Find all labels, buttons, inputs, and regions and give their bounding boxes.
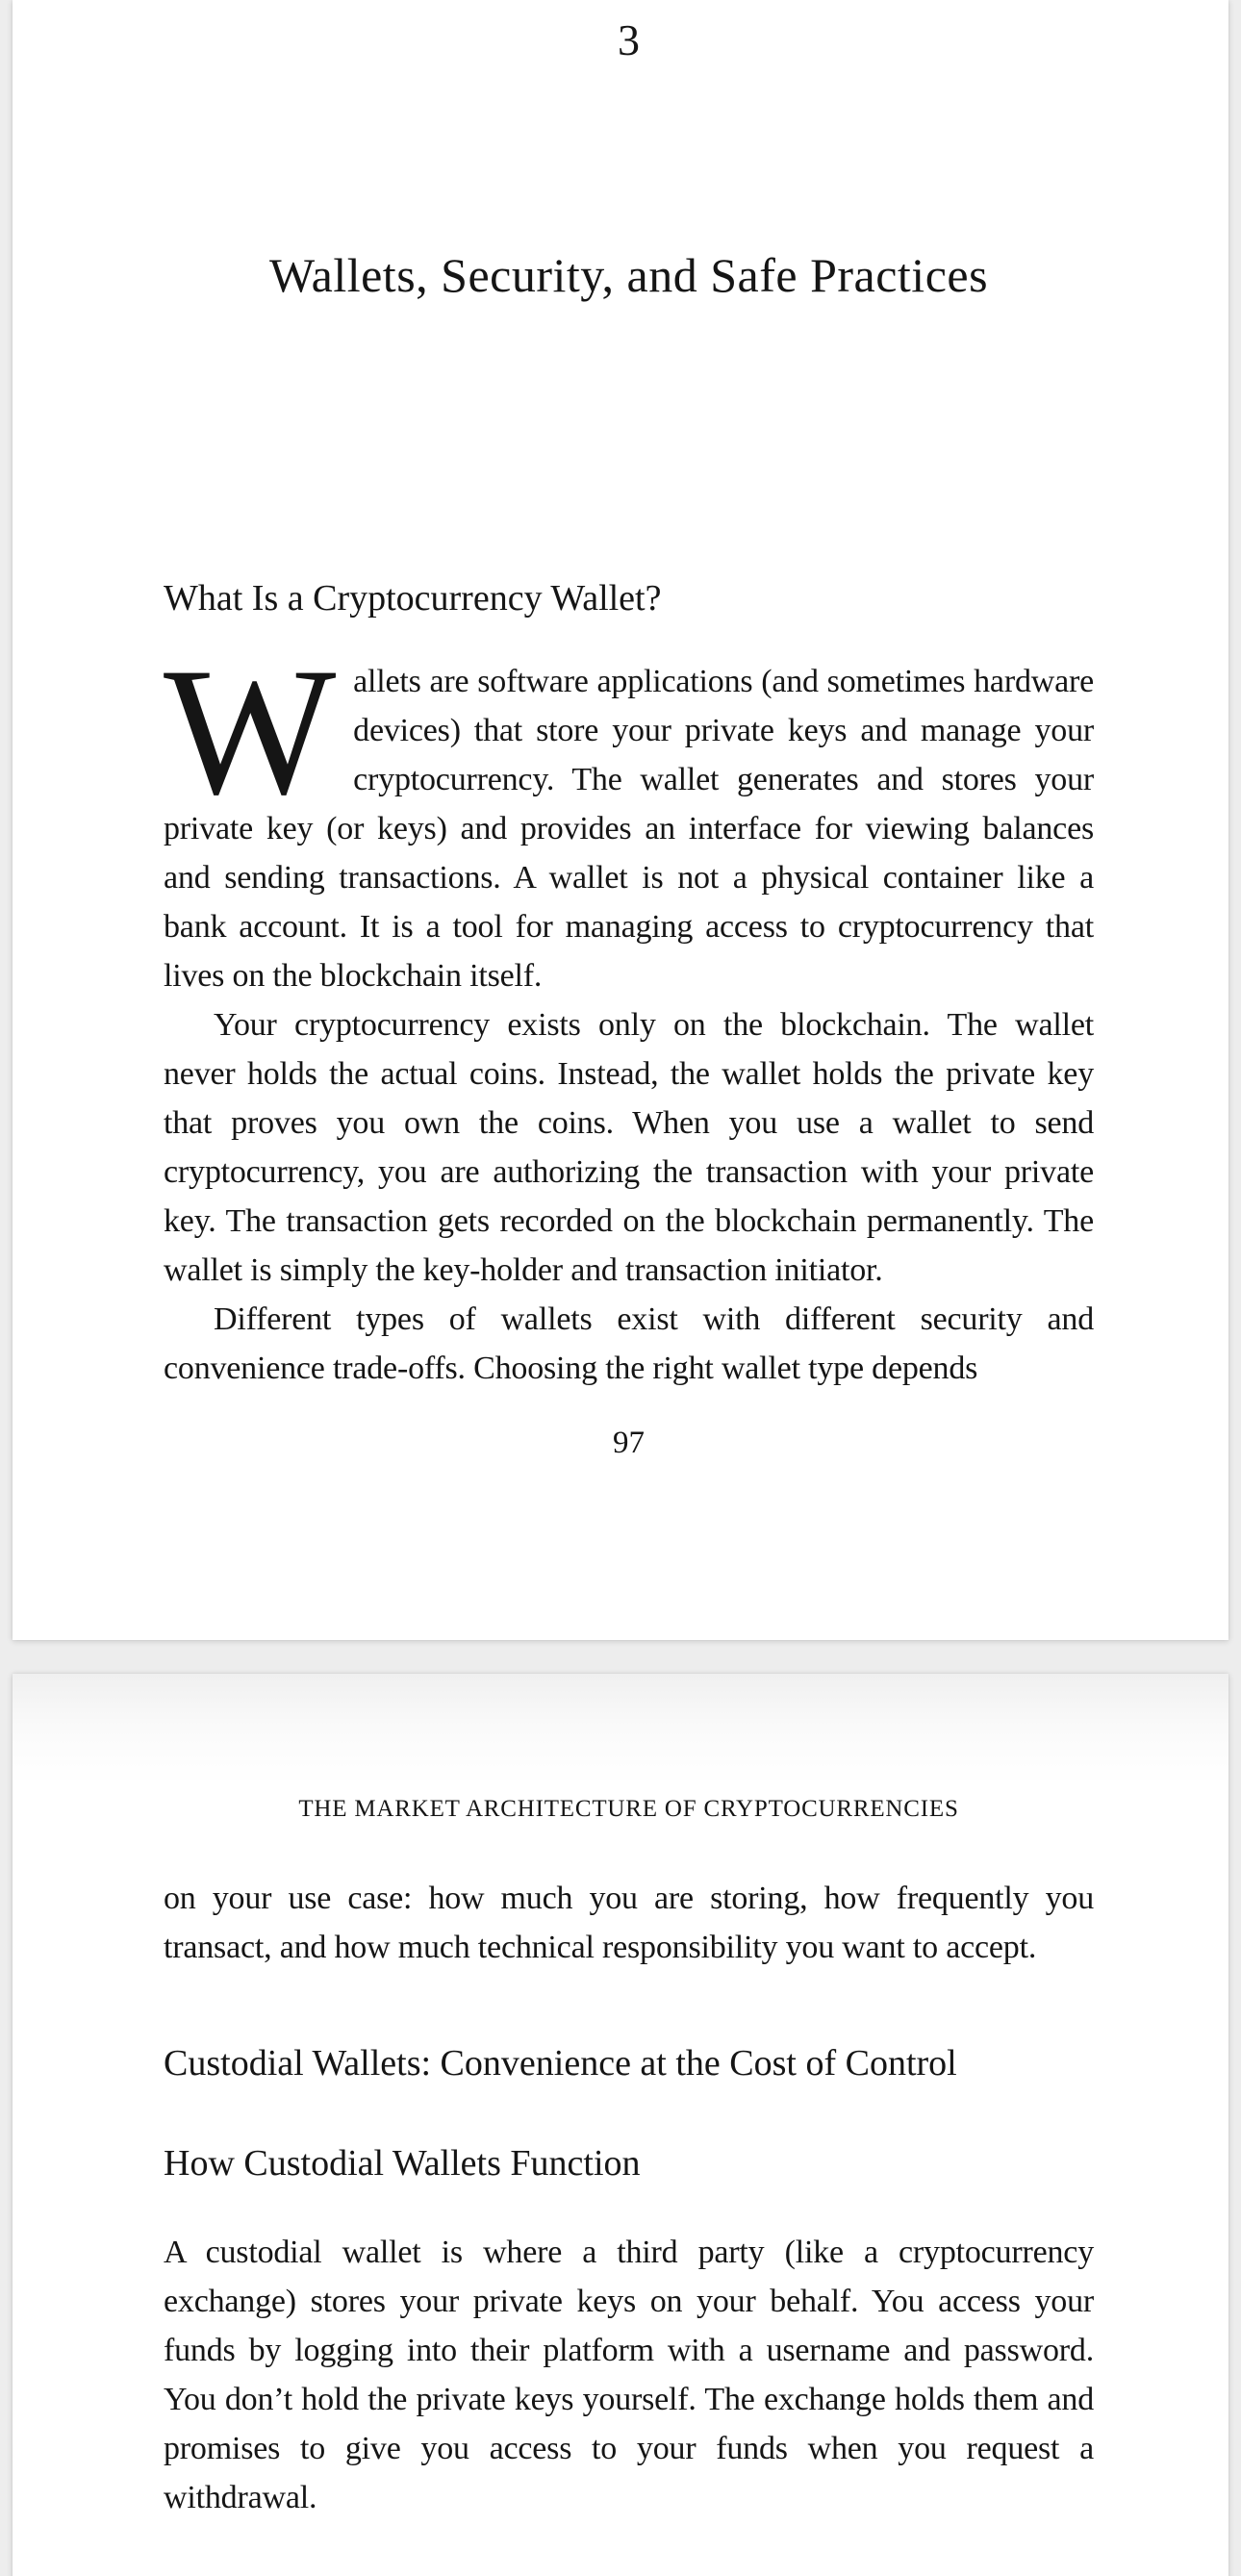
subheading-how-custodial-wallets-function: How Custodial Wallets Function — [164, 2143, 641, 2184]
chapter-number: 3 — [618, 15, 640, 64]
drop-cap: W — [164, 631, 337, 833]
paragraph-wallet-definition — [164, 631, 1094, 1000]
section-heading-custodial-wallets: Custodial Wallets: Convenience at the Cost of Control — [164, 2043, 957, 2084]
section-heading-what-is-a-wallet: What Is a Cryptocurrency Wallet? — [164, 578, 662, 619]
paragraph-custodial-wallet-definition: A custodial wallet is where a third party (like a cryptocurrency exchange) stores your private keys on your behalf. You access your funds by logging into their platform with a username and password. You don’t hold the private keys yourself. The exchange holds them and promises to give you access to your funds when you request a withdrawal. — [164, 2235, 1094, 2515]
paragraph-use-case-continuation: on your use case: how much you are storing, how frequently you transact, and how much technical responsibility you want to accept. — [164, 1881, 1094, 1965]
paragraph-wallet-types-intro: Different types of wallets exist with different security and convenience trade-offs. Choosing the right wallet type depends — [164, 1301, 1094, 1386]
page-number-97: 97 — [613, 1426, 645, 1460]
chapter-title: Wallets, Security, and Safe Practices — [268, 248, 989, 302]
book-page-97 — [13, 0, 1228, 1640]
running-header: THE MARKET ARCHITECTURE OF CRYPTOCURRENCIES — [298, 1796, 959, 1822]
paragraph-wallet-definition-text: allets are software applications (and sometimes hardware devices) that store your private keys and manage your cryptocurrency. The wallet generates and stores your private key (or keys) and provides an interface for viewing balances and sending transactions. A wallet is not a physical container like a bank account. It is a tool for managing access to cryptocurrency that lives on the blockchain itself. — [164, 664, 1094, 994]
paragraph-blockchain-ownership: Your cryptocurrency exists only on the blockchain. The wallet never holds the actual coins. Instead, the wallet holds the private key that proves you own the coins. When you use a wallet to send cryptocurrency, you are authorizing the transaction with your private key. The transaction gets recorded on the blockchain permanently. The wallet is simply the key-holder and transaction initiator. — [164, 1007, 1094, 1288]
book-page-98 — [13, 1674, 1228, 2576]
